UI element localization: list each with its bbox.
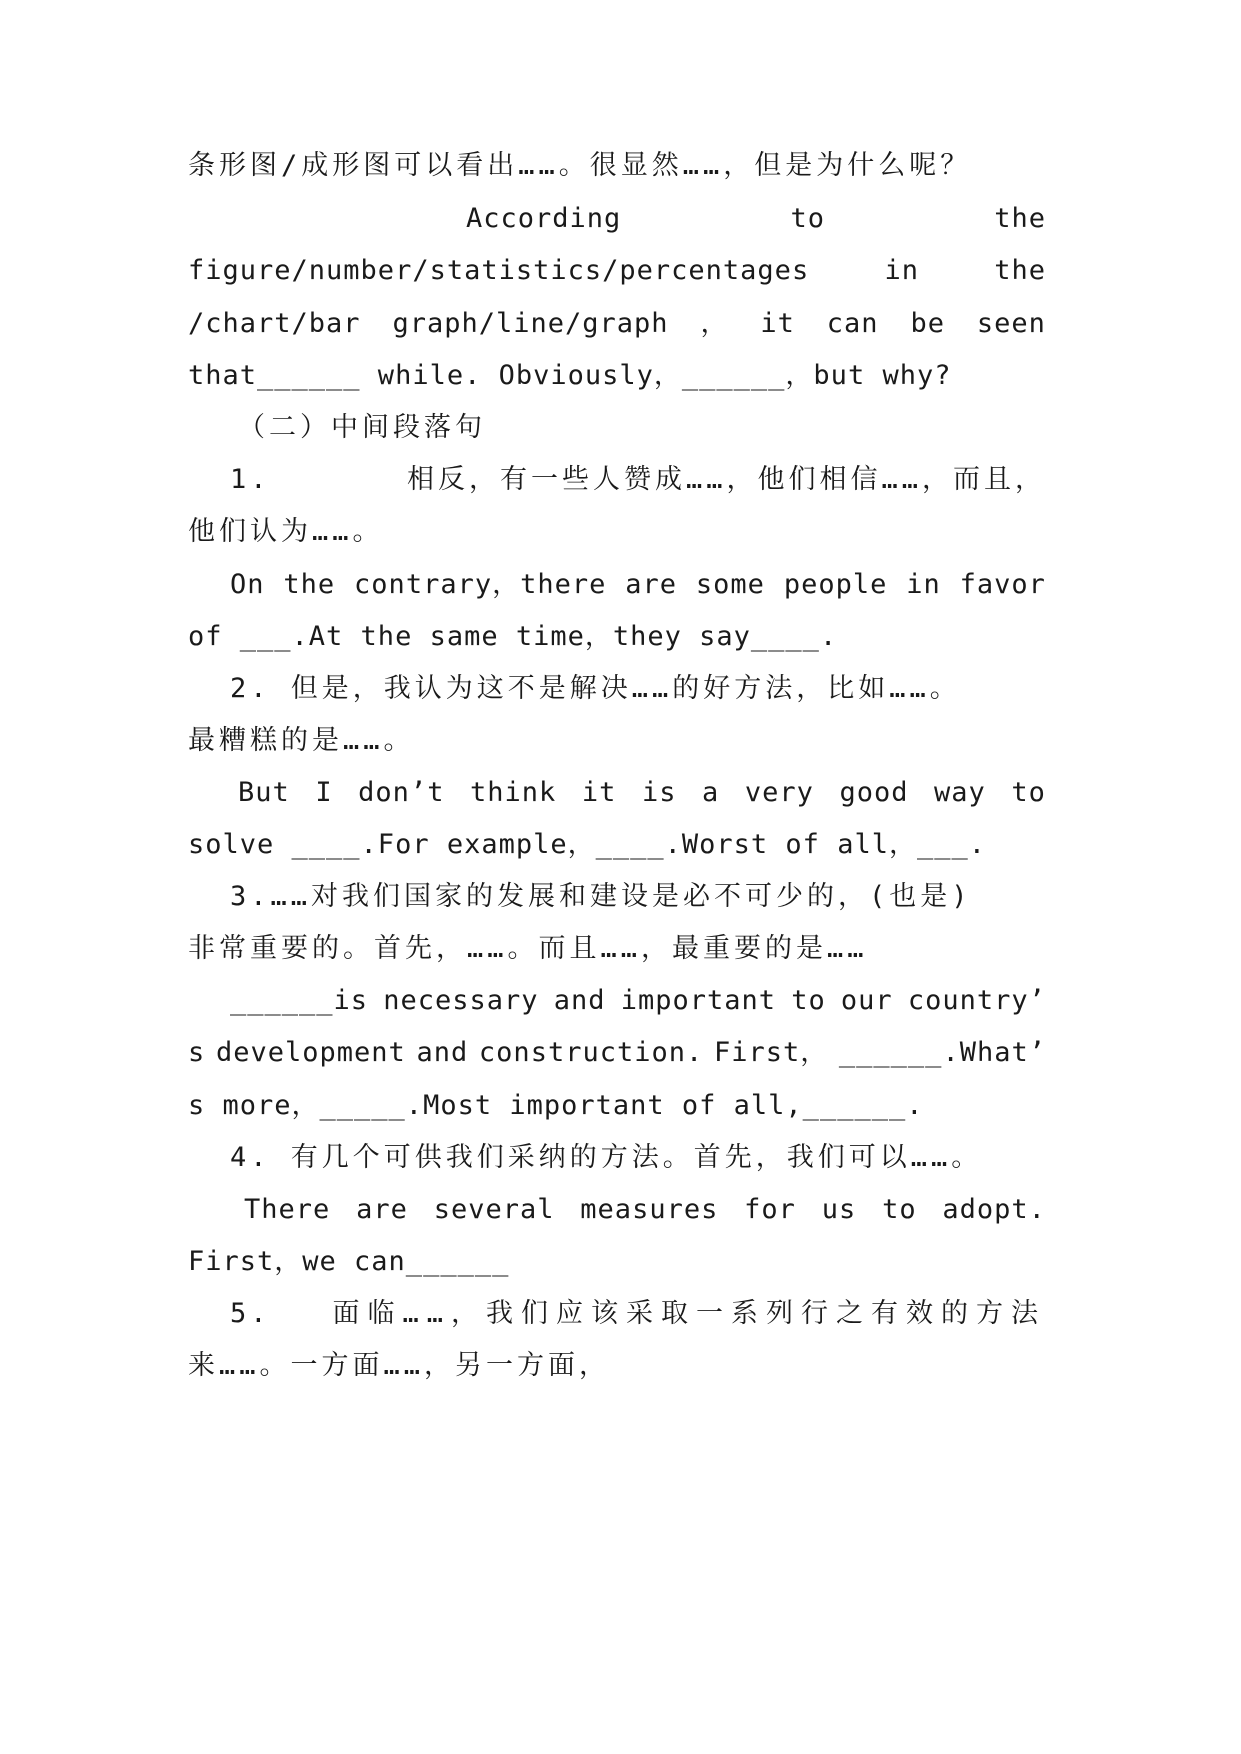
- item-4-en: [244, 1190, 1046, 1230]
- word: country’: [907, 985, 1046, 1016]
- item-1-en-cont: of ___.At the same time，they say____.: [188, 621, 838, 652]
- word: very: [744, 777, 814, 808]
- word: is: [641, 777, 677, 808]
- item-2-cn: 2. 但是，我认为这不是解决……的好方法，比如……。: [230, 673, 961, 704]
- section-heading-middle-paragraph: （二）中间段落句: [238, 412, 486, 443]
- word: ______is: [230, 985, 369, 1016]
- word: to: [790, 203, 826, 234]
- word: There: [244, 1194, 331, 1225]
- word: s: [188, 1037, 206, 1068]
- item-4-cn: 4. 有几个可供我们采纳的方法。首先，我们可以……。: [230, 1142, 983, 1173]
- item-number: 5.: [230, 1298, 271, 1329]
- word: to: [791, 985, 826, 1016]
- item-text: 相反，有一些人赞成……，他们相信……，而且，: [406, 464, 1046, 495]
- word: ，: [700, 308, 729, 339]
- item-3-en: [230, 981, 1046, 1021]
- item-3-en-cont: [188, 1033, 1046, 1073]
- word: figure/number/statistics/percentages: [188, 255, 810, 286]
- word: seen: [976, 308, 1046, 339]
- word: it: [760, 308, 795, 339]
- word: to: [882, 1194, 917, 1225]
- item-2-cn-cont: 最糟糕的是……。: [188, 725, 415, 756]
- word: adopt.: [942, 1194, 1046, 1225]
- item-3-en-cont-2: s more，_____.Most important of all,______.: [188, 1090, 924, 1121]
- word: According: [466, 203, 622, 234]
- word: the: [283, 569, 336, 600]
- word: some: [695, 569, 765, 600]
- word: are: [625, 569, 678, 600]
- item-1-cn: [230, 460, 1046, 500]
- word: way: [934, 777, 986, 808]
- word: don’t: [358, 777, 445, 808]
- word: ______.What’: [838, 1037, 1046, 1068]
- word: people: [783, 569, 888, 600]
- word: But: [238, 777, 290, 808]
- word: contrary，there: [354, 569, 607, 600]
- item-3-cn: 3.……对我们国家的发展和建设是必不可少的，(也是): [230, 881, 972, 912]
- word: in: [884, 255, 919, 286]
- line-figure-number: [188, 251, 1046, 291]
- word: our: [840, 985, 893, 1016]
- word: necessary: [383, 985, 539, 1016]
- word: good: [839, 777, 909, 808]
- word: graph/line/graph: [392, 308, 669, 339]
- word: On: [230, 569, 265, 600]
- item-number: 1.: [230, 464, 271, 495]
- word: think: [470, 777, 557, 808]
- word: to: [1011, 777, 1046, 808]
- word: are: [356, 1194, 408, 1225]
- word: development: [215, 1037, 406, 1068]
- item-text: 面临……，我们应该采取一系列行之有效的方法: [332, 1298, 1046, 1329]
- word: in: [906, 569, 941, 600]
- word: First，: [713, 1037, 829, 1068]
- word: the: [994, 255, 1046, 286]
- word: I: [315, 777, 333, 808]
- word: /chart/bar: [188, 308, 361, 339]
- item-5-cn-cont: 来……。一方面……，另一方面，: [188, 1350, 611, 1381]
- word: and: [416, 1037, 469, 1068]
- item-4-en-cont: First，we can______: [188, 1246, 510, 1277]
- item-1-cn-cont: 他们认为……。: [188, 516, 384, 547]
- line-according-to: [466, 199, 1046, 239]
- word: can: [826, 308, 879, 339]
- word: a: [702, 777, 720, 808]
- word: for: [744, 1194, 796, 1225]
- word: and: [553, 985, 606, 1016]
- item-5-cn: [230, 1294, 1046, 1334]
- word: measures: [580, 1194, 719, 1225]
- line-obviously: that______ while. Obviously，______，but why?: [188, 360, 952, 391]
- word: be: [910, 308, 945, 339]
- line-bar-chart-intro-cn: 条形图/成形图可以看出……。很显然……，但是为什么呢？: [188, 150, 972, 181]
- item-3-cn-cont: 非常重要的。首先，……。而且……，最重要的是……: [188, 933, 868, 964]
- word: the: [994, 203, 1046, 234]
- item-2-en: [238, 773, 1046, 813]
- item-1-en: [230, 565, 1046, 605]
- word: favor: [959, 569, 1046, 600]
- item-2-en-cont: solve ____.For example，____.Worst of all，___.: [188, 829, 986, 860]
- word: several: [433, 1194, 555, 1225]
- word: construction.: [478, 1037, 704, 1068]
- word: it: [581, 777, 617, 808]
- word: important: [620, 985, 777, 1016]
- word: us: [821, 1194, 857, 1225]
- line-chart-graph: [188, 304, 1046, 344]
